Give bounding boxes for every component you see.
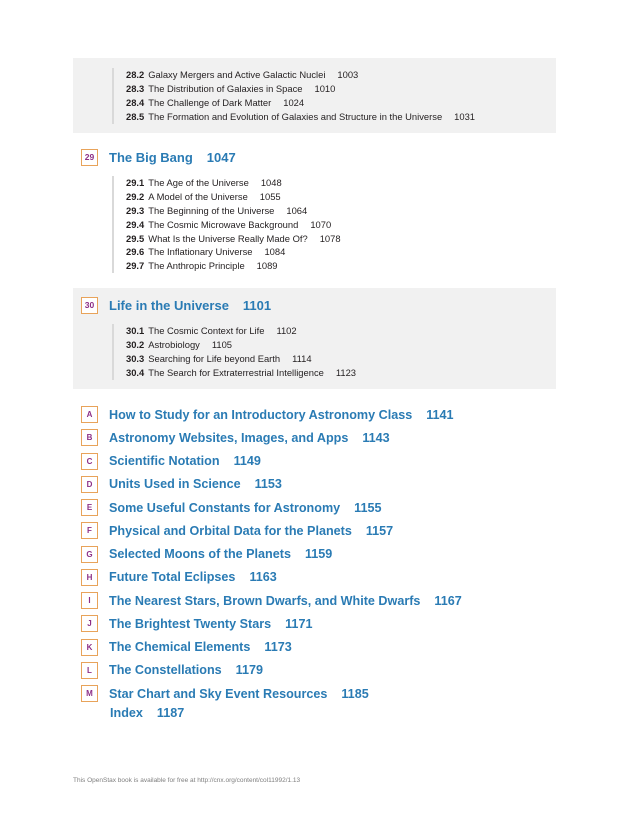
chapter29-section-list (112, 176, 341, 273)
appendix-letter-badge: E (81, 499, 98, 516)
toc-section-row[interactable]: 29.7 The Anthropic Principle 1089 (126, 260, 278, 272)
toc-section-row[interactable]: 28.5 The Formation and Evolution of Galaxies and Structure in the Universe 1031 (126, 110, 476, 122)
appendix-row[interactable]: G Selected Moons of the Planets 1159 (81, 543, 462, 566)
chapter30-section-list (112, 324, 356, 380)
toc-section-row[interactable]: 28.3 The Distribution of Galaxies in Space 1010 (126, 82, 336, 94)
toc-section-row[interactable]: 28.4 The Challenge of Dark Matter 1024 (126, 96, 305, 108)
appendix-letter-badge: D (81, 476, 98, 493)
appendix-letter-badge: M (81, 685, 98, 702)
appendix-row[interactable]: J The Brightest Twenty Stars 1171 (81, 612, 462, 635)
toc-section-row[interactable]: 29.2 A Model of the Universe 1055 (126, 190, 281, 202)
toc-section-row[interactable]: 29.5 What Is the Universe Really Made Of? 1078 (126, 232, 341, 244)
appendix-letter-badge: G (81, 546, 98, 563)
toc-section-row[interactable]: 28.2 Galaxy Mergers and Active Galactic Nuclei 1003 (126, 69, 359, 80)
chapter-title: The Big Bang 1047 (109, 149, 236, 165)
appendix-letter-badge: F (81, 522, 98, 539)
appendix-letter-badge: L (81, 662, 98, 679)
chapter-title: Life in the Universe 1101 (109, 297, 272, 313)
appendix-letter-badge: I (81, 592, 98, 609)
toc-section-row[interactable]: 30.4 The Search for Extraterrestrial Intelligence 1123 (126, 366, 357, 378)
index-entry[interactable]: Index 1187 (110, 706, 185, 720)
appendix-row[interactable]: C Scientific Notation 1149 (81, 450, 462, 473)
toc-section-row[interactable]: 29.6 The Inflationary Universe 1084 (126, 246, 286, 258)
appendix-row[interactable]: K The Chemical Elements 1173 (81, 636, 462, 659)
toc-section-row[interactable]: 30.3 Searching for Life beyond Earth 1114 (126, 352, 312, 364)
chapter-number-badge: 29 (81, 149, 98, 166)
toc-section-row[interactable]: 30.2 Astrobiology 1105 (126, 338, 233, 350)
appendix-row[interactable]: M Star Chart and Sky Event Resources 1185 (81, 682, 462, 705)
toc-section-row[interactable]: 29.4 The Cosmic Microwave Background 1070 (126, 218, 332, 230)
appendix-row[interactable]: L The Constellations 1179 (81, 659, 462, 682)
toc-section-row[interactable]: 29.1 The Age of the Universe 1048 (126, 177, 282, 188)
chapter28-section-list (112, 68, 475, 124)
chapter30-heading[interactable] (81, 295, 271, 315)
appendix-letter-badge: C (81, 453, 98, 470)
appendix-letter-badge: B (81, 429, 98, 446)
appendix-letter-badge: A (81, 406, 98, 423)
toc-section-row[interactable]: 30.1 The Cosmic Context for Life 1102 (126, 325, 297, 336)
appendix-row[interactable]: A How to Study for an Introductory Astronomy Class 1141 (81, 403, 462, 426)
appendix-letter-badge: K (81, 639, 98, 656)
toc-section-row[interactable]: 29.3 The Beginning of the Universe 1064 (126, 204, 308, 216)
appendix-row[interactable]: H Future Total Eclipses 1163 (81, 566, 462, 589)
appendix-letter-badge: H (81, 569, 98, 586)
appendix-row[interactable]: B Astronomy Websites, Images, and Apps 1143 (81, 426, 462, 449)
chapter-number-badge: 30 (81, 297, 98, 314)
chapter29-heading[interactable] (81, 147, 236, 167)
appendix-letter-badge: J (81, 615, 98, 632)
page-footer: This OpenStax book is available for free at http://cnx.org/content/col11992/1.13 (73, 777, 301, 784)
appendix-list (81, 403, 462, 705)
appendix-row[interactable]: I The Nearest Stars, Brown Dwarfs, and White Dwarfs 1167 (81, 589, 462, 612)
appendix-row[interactable]: F Physical and Orbital Data for the Planets 1157 (81, 519, 462, 542)
appendix-row[interactable]: D Units Used in Science 1153 (81, 473, 462, 496)
appendix-row[interactable]: E Some Useful Constants for Astronomy 1155 (81, 496, 462, 519)
